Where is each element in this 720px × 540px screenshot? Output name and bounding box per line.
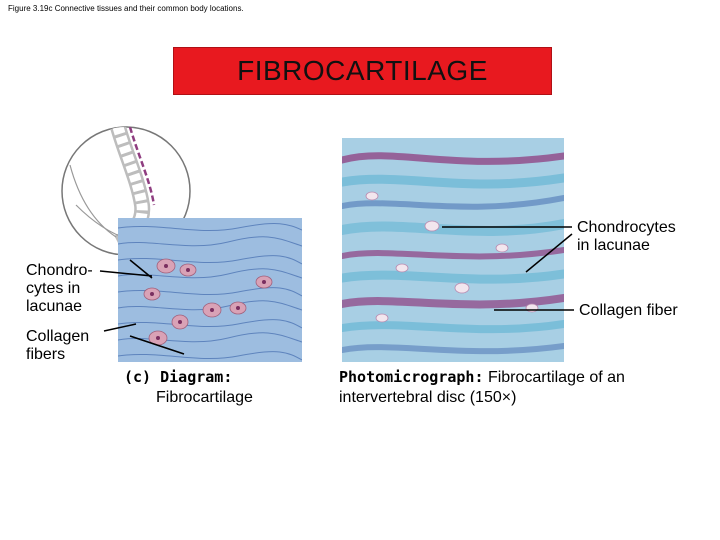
caption-photo-text-1: Fibrocartilage of an (483, 369, 625, 386)
caption-diagram-text: Fibrocartilage (156, 389, 253, 406)
caption-diagram (124, 367, 253, 408)
figure-caption: Figure 3.19c Connective tissues and their common body locations. (8, 4, 244, 13)
caption-photo (339, 367, 709, 408)
label-line: Chondro- (26, 262, 93, 279)
label-collagen-right: Collagen fiber (579, 302, 678, 319)
caption-photo-text-2: intervertebral disc (150×) (339, 389, 517, 406)
fibrocartilage-photomicrograph (342, 138, 564, 362)
label-line: fibers (26, 346, 66, 363)
label-line: cytes in (26, 280, 81, 297)
title-banner (173, 47, 552, 95)
label-chondrocytes-right (577, 219, 676, 255)
caption-photo-prefix: Photomicrograph: (339, 368, 484, 386)
label-chondrocytes-left (26, 262, 93, 316)
caption-diagram-prefix: (c) Diagram: (124, 368, 233, 386)
label-line: Chondrocytes (577, 219, 676, 236)
label-collagen-left (26, 328, 89, 364)
label-line: Collagen (26, 328, 90, 345)
label-line: in lacunae (577, 237, 650, 254)
label-line: lacunae (26, 298, 83, 315)
page-title: FIBROCARTILAGE (237, 55, 488, 86)
fibrocartilage-diagram (118, 218, 302, 362)
